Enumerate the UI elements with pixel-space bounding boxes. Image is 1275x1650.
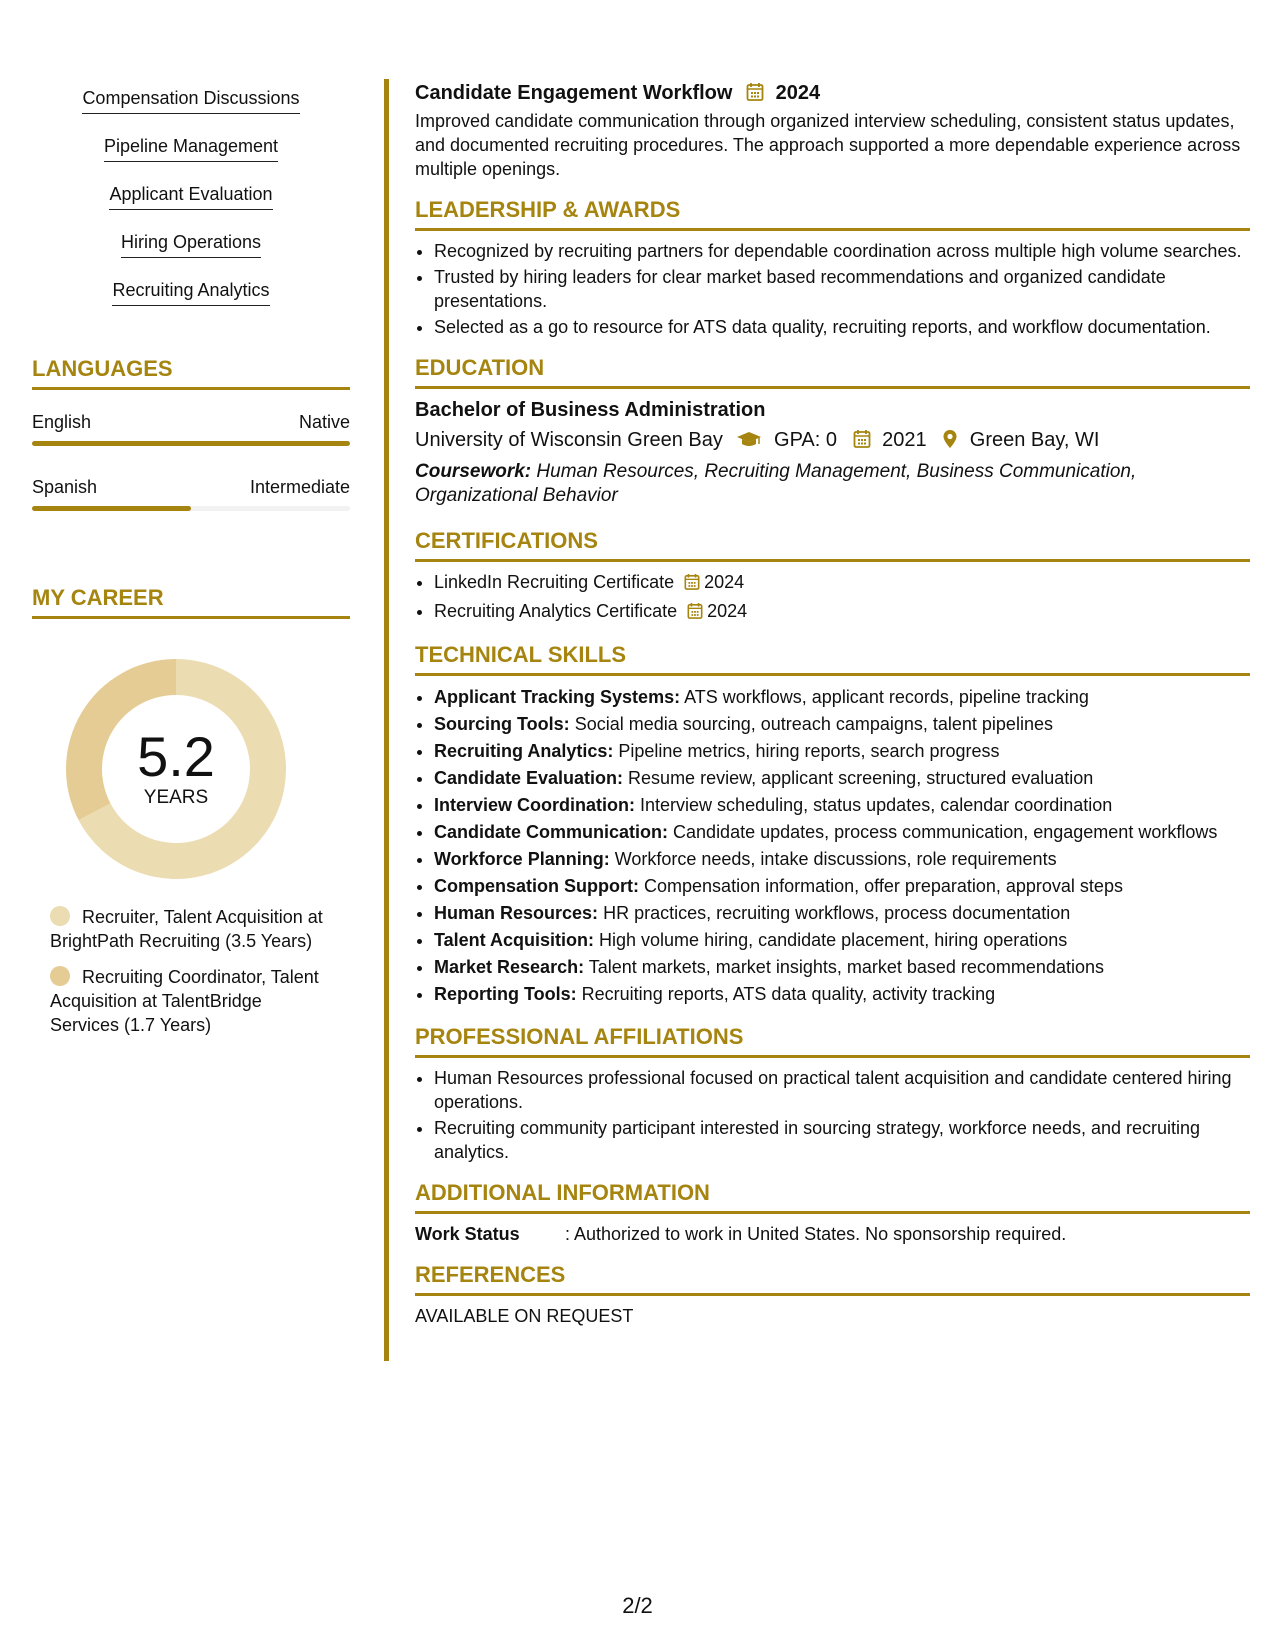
skill-item [434,819,1250,846]
location-pin-icon [942,429,958,456]
skill-tag: Pipeline Management [104,132,278,162]
coursework [415,460,1250,508]
skill-item [434,900,1250,927]
skill-text: Workforce needs, intake discussions, role requirements [614,849,1057,869]
work-status-value: : Authorized to work in United States. No sponsorship required. [565,1224,1067,1244]
career-legend-item [50,965,330,1037]
skill-tag: Compensation Discussions [82,84,299,114]
list-item [434,599,1250,626]
calendar-icon [853,429,871,456]
additional-info-heading: ADDITIONAL INFORMATION [415,1180,1250,1214]
skill-text: Social media sourcing, outreach campaigns, talent pipelines [574,714,1053,734]
calendar-icon [746,82,764,109]
language-bar-fill [32,441,350,446]
language-level: Intermediate [249,477,350,497]
graduation-cap-icon [736,430,762,456]
location: Green Bay, WI [969,429,1100,451]
skill-label: Candidate Evaluation: [434,768,624,788]
language-item [32,476,350,511]
languages-heading: LANGUAGES [32,356,350,390]
skill-tags [32,84,350,324]
legend-dot-icon [50,966,70,986]
graduation-year: 2021 [882,429,927,451]
skill-text: Candidate updates, process communication, engagement workflows [673,822,1218,842]
career-legend-label: Recruiting Coordinator, Talent Acquisition at TalentBridge Services (1.7 Years) [50,967,319,1035]
project-title: Candidate Engagement Workflow [415,82,733,104]
skill-text: Resume review, applicant screening, structured evaluation [628,768,1094,788]
education-heading: EDUCATION [415,355,1250,389]
legend-dot-icon [50,906,70,926]
certification-name: Recruiting Analytics Certificate [434,601,678,621]
education-entry [415,397,1250,508]
skill-item [434,765,1250,792]
main-content [415,80,1250,1328]
career-legend-item [50,905,330,953]
skill-text: Compensation information, offer preparation, approval steps [644,876,1123,896]
career-legend-label: Recruiter, Talent Acquisition at BrightPath Recruiting (3.5 Years) [50,907,323,951]
school-name: University of Wisconsin Green Bay [415,429,723,451]
career-total: 5.2 [137,725,215,788]
skill-label: Candidate Communication: [434,822,669,842]
project-entry [415,80,1250,181]
career-section [32,585,350,1037]
skill-item [434,954,1250,981]
language-bar [32,506,350,511]
work-status-label: Work Status [415,1224,520,1244]
affiliations-heading: PROFESSIONAL AFFILIATIONS [415,1024,1250,1058]
skill-label: Market Research: [434,957,585,977]
leadership-heading: LEADERSHIP & AWARDS [415,197,1250,231]
skill-label: Recruiting Analytics: [434,741,614,761]
list-item: • Selected as a go to resource for ATS data quality, recruiting reports, and workflow documentation. [434,315,1250,339]
skill-label: Applicant Tracking Systems: [434,687,681,707]
work-status-row [415,1222,1250,1246]
skill-item [434,684,1250,711]
list-item: • Recruiting community participant interested in sourcing strategy, workforce needs, and recruiting analytics. [434,1116,1250,1164]
references-text: AVAILABLE ON REQUEST [415,1306,634,1326]
skill-tag: Applicant Evaluation [109,180,272,210]
career-unit: YEARS [143,787,209,808]
skill-item [434,981,1250,1008]
skill-text: High volume hiring, candidate placement, hiring operations [599,930,1068,950]
certification-year: 2024 [704,572,745,592]
career-legend [50,905,330,1037]
list-item: • Trusted by hiring leaders for clear market based recommendations and organized candidate presentations. [434,265,1250,313]
language-bar [32,441,350,446]
certifications-heading: CERTIFICATIONS [415,528,1250,562]
affiliations-list [415,1066,1250,1164]
calendar-icon [684,573,700,597]
language-name: Spanish [32,477,98,497]
certification-year: 2024 [707,601,748,621]
skill-label: Compensation Support: [434,876,639,896]
skill-label: Workforce Planning: [434,849,610,869]
skill-label: Sourcing Tools: [434,714,570,734]
skill-item [434,792,1250,819]
language-name: English [32,412,92,432]
list-item [434,570,1250,597]
language-bar-fill [32,506,191,511]
calendar-icon [687,602,703,626]
skill-text: Interview scheduling, status updates, calendar coordination [640,795,1113,815]
certifications-list [415,570,1250,626]
skill-item [434,927,1250,954]
skill-item [434,711,1250,738]
skill-label: Talent Acquisition: [434,930,594,950]
references-heading: REFERENCES [415,1262,1250,1296]
language-level: Native [298,412,350,432]
skill-text: HR practices, recruiting workflows, process documentation [603,903,1071,923]
list-item: • Human Resources professional focused on practical talent acquisition and candidate centered hiring operations. [434,1066,1250,1114]
skill-text: Recruiting reports, ATS data quality, activity tracking [581,984,996,1004]
coursework-text: Human Resources, Recruiting Management, Business Communication, Organizational Behavior [415,461,1137,506]
skill-tag: Recruiting Analytics [112,276,269,306]
skill-tag: Hiring Operations [121,228,261,258]
skill-item [434,873,1250,900]
language-item [32,411,350,446]
skill-label: Interview Coordination: [434,795,636,815]
skill-label: Reporting Tools: [434,984,577,1004]
skill-text: Pipeline metrics, hiring reports, search progress [618,741,1000,761]
skill-item [434,846,1250,873]
project-description: Improved candidate communication through organized interview scheduling, consistent status updates, and documented recruiting procedures. The approach supported a more dependable experience across multiple openings. [415,111,1241,179]
leadership-list [415,239,1250,339]
technical-skills-list [415,684,1250,1008]
page-number: 2/2 [622,1593,653,1618]
gpa: GPA: 0 [774,429,838,451]
skill-label: Human Resources: [434,903,599,923]
skill-text: Talent markets, market insights, market based recommendations [588,957,1104,977]
sidebar [32,84,350,1049]
coursework-label: Coursework: [415,461,532,482]
list-item: • Recognized by recruiting partners for dependable coordination across multiple high volume searches. [434,239,1250,263]
career-donut [66,659,286,879]
column-divider [384,79,389,1361]
certification-name: LinkedIn Recruiting Certificate [434,572,675,592]
project-year: 2024 [775,82,821,104]
degree: Bachelor of Business Administration [415,399,766,421]
languages-section [32,356,350,511]
skill-text: ATS workflows, applicant records, pipeline tracking [684,687,1089,707]
technical-skills-heading: TECHNICAL SKILLS [415,642,1250,676]
skill-item [434,738,1250,765]
career-heading: MY CAREER [32,585,350,619]
